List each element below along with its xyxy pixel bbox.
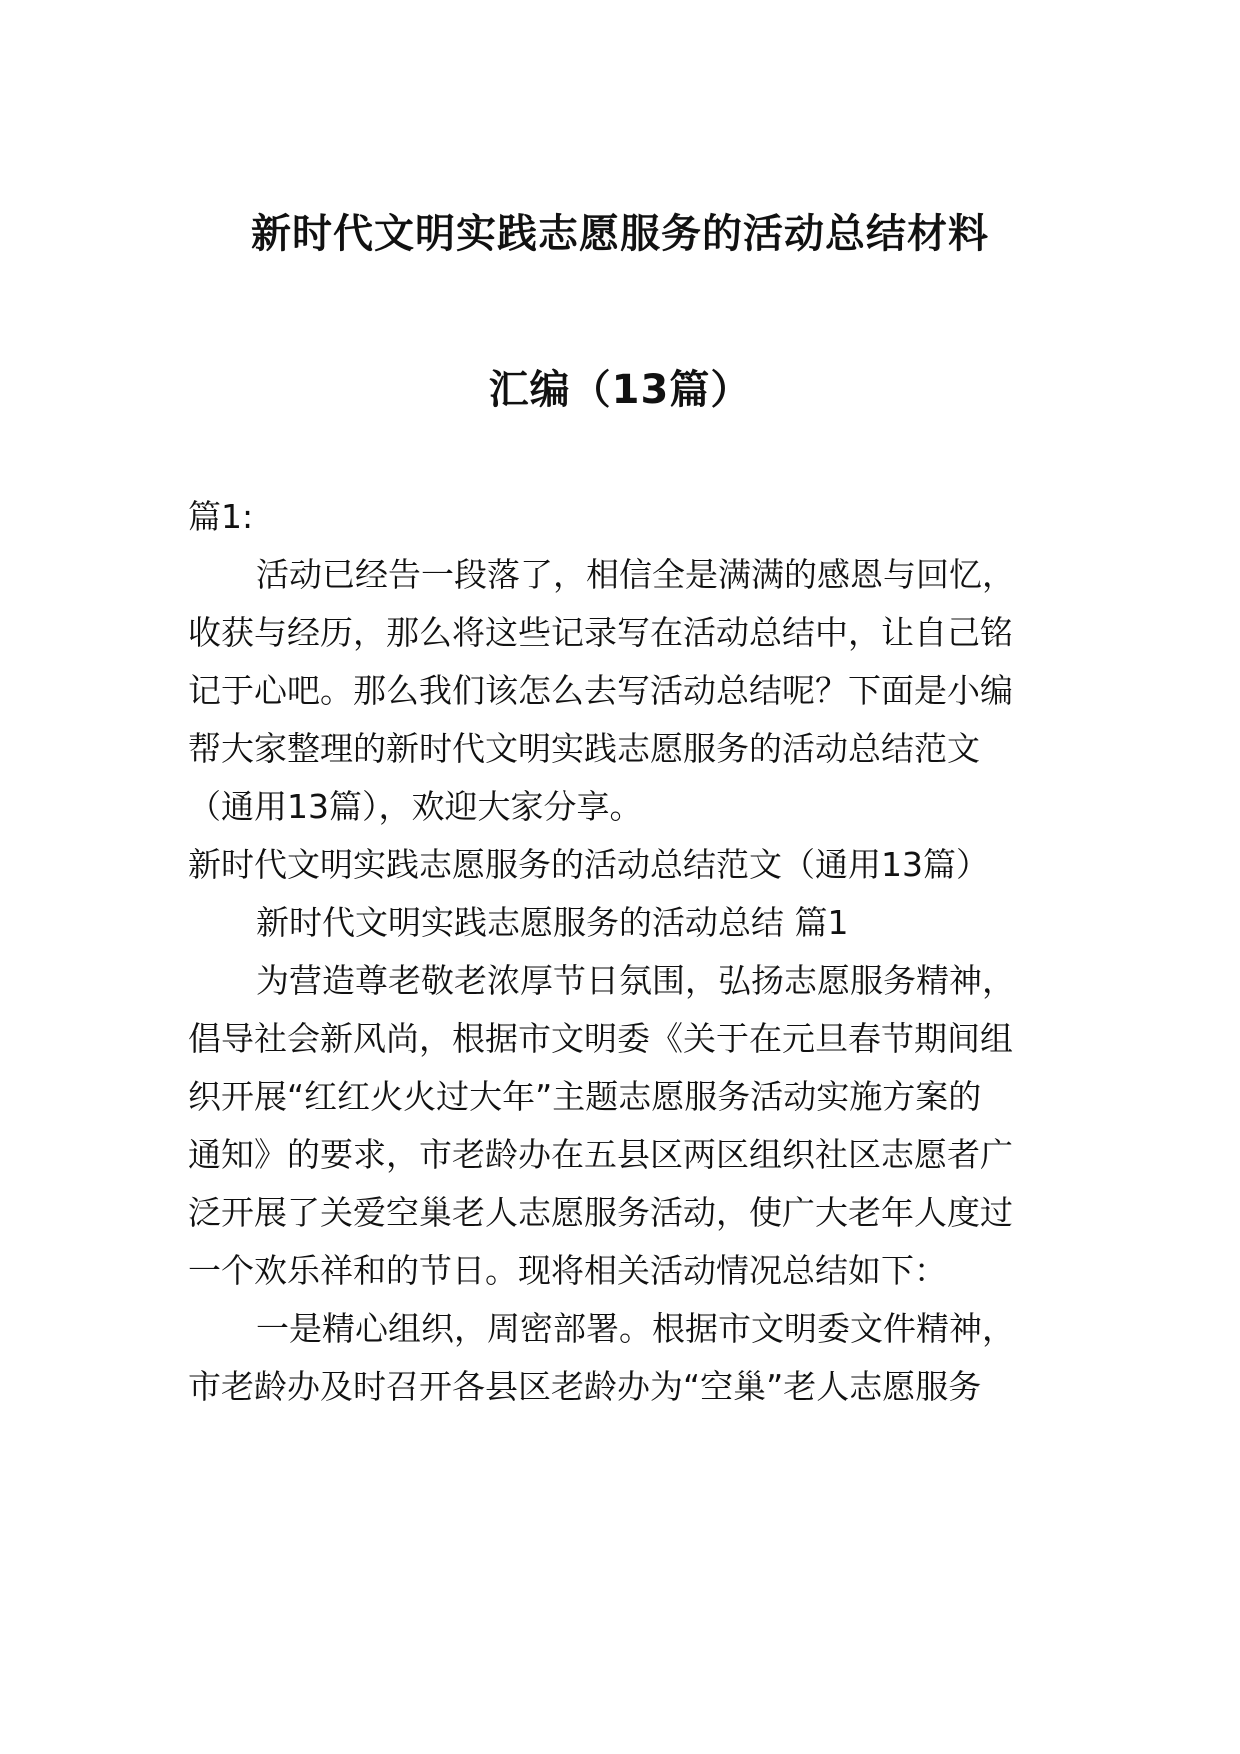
intro-line: （通用13篇），欢迎大家分享。 (188, 787, 643, 826)
intro-line: 记于心吧。那么我们该怎么去写活动总结呢？下面是小编 (188, 671, 1013, 710)
body-line: 织开展“红红火火过大年”主题志愿服务活动实施方案的 (188, 1077, 982, 1116)
point-line: 一是精心组织，周密部署。根据市文明委文件精神， (256, 1309, 1015, 1348)
intro-line: 收获与经历，那么将这些记录写在活动总结中，让自己铭 (188, 613, 1013, 652)
body-line: 泛开展了关爱空巢老人志愿服务活动，使广大老年人度过 (188, 1193, 1013, 1232)
document-title-line-2: 汇编（13篇） (488, 367, 752, 413)
body-line: 为营造尊老敬老浓厚节日氛围，弘扬志愿服务精神， (256, 961, 1015, 1000)
intro-line: 帮大家整理的新时代文明实践志愿服务的活动总结范文 (188, 729, 980, 768)
body-line: 倡导社会新风尚，根据市文明委《关于在元旦春节期间组 (188, 1019, 1013, 1058)
document-title-line-1: 新时代文明实践志愿服务的活动总结材料 (251, 211, 989, 257)
body-line: 一个欢乐祥和的节日。现将相关活动情况总结如下： (188, 1251, 947, 1290)
body-line: 通知》的要求，市老龄办在五县区两区组织社区志愿者广 (188, 1135, 1013, 1174)
collection-title: 新时代文明实践志愿服务的活动总结范文（通用13篇） (188, 845, 989, 884)
section-label: 篇1: (188, 497, 254, 536)
point-line: 市老龄办及时召开各县区老龄办为“空巢”老人志愿服务 (188, 1367, 982, 1406)
intro-line: 活动已经告一段落了，相信全是满满的感恩与回忆， (256, 555, 1015, 594)
article-title: 新时代文明实践志愿服务的活动总结 篇1 (256, 903, 849, 942)
